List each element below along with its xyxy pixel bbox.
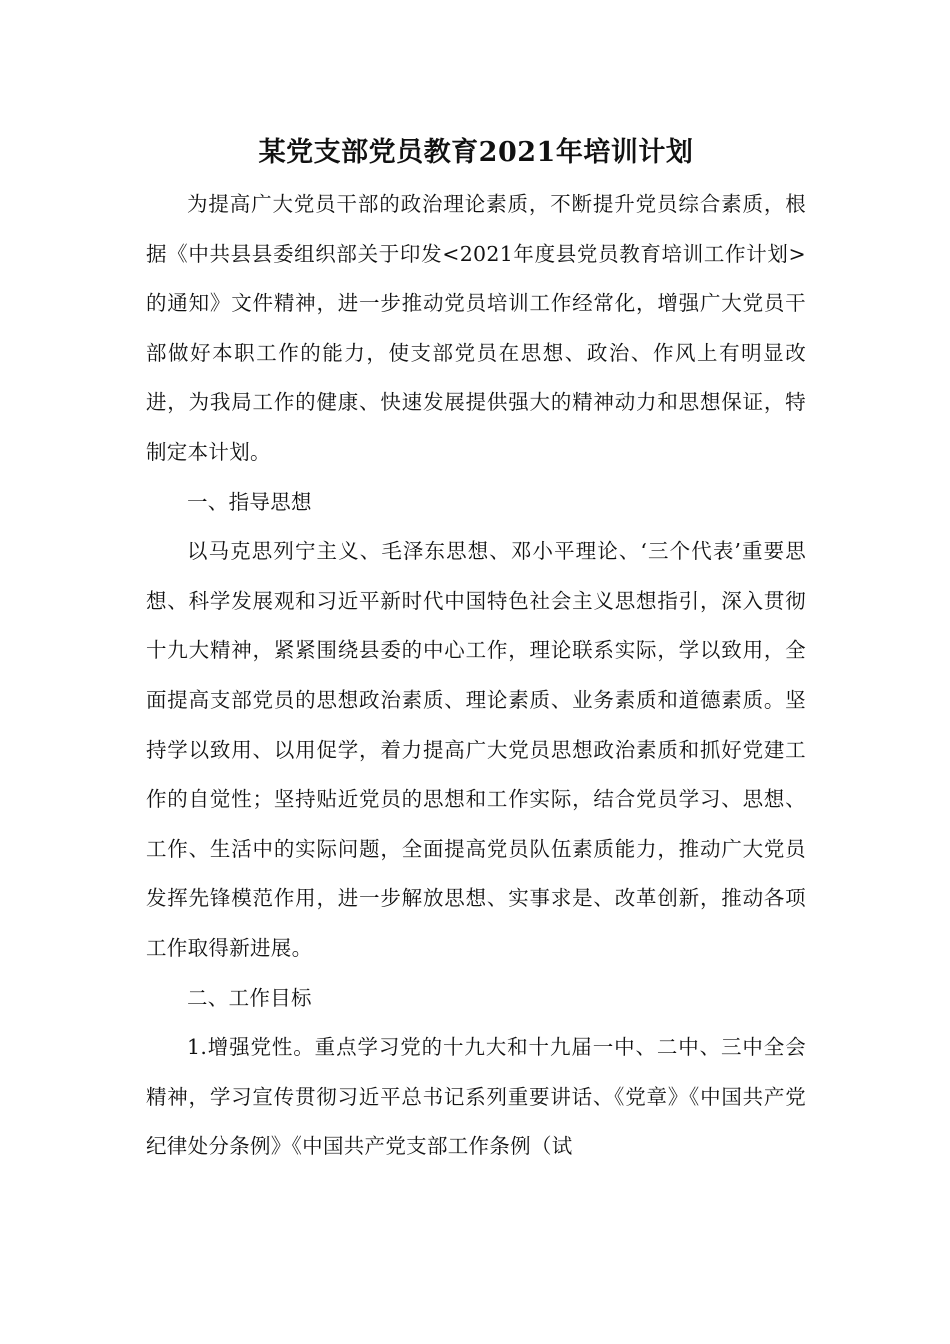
work-goal-item-1: 1.增强党性。重点学习党的十九大和十九届一中、二中、三中全会精神，学习宣传贯彻习近平总书记系列重要讲话、《党章》《中国共产党纪律处分条例》《中国共产党支部工作条例（试 [146, 1035, 806, 1159]
guiding-ideology-paragraph: 以马克思列宁主义、毛泽东思想、邓小平理论、‘三个代表’重要思想、科学发展观和习近平新时代中国特色社会主义思想指引，深入贯彻十九大精神，紧紧围绕县委的中心工作，理论联系实际，学以致用，全面提高支部党员的思想政治素质、理论素质、业务素质和道德素质。坚持学以致用、以用促学，着力提高广大党员思想政治素质和抓好党建工作的自觉性；坚持贴近党员的思想和工作实际，结合党员学习、思想、工作、生活中的实际问题，全面提高党员队伍素质能力，推动广大党员发挥先锋模范作用，进一步解放思想、实事求是、改革创新，推动各项工作取得新进展。 [146, 539, 806, 960]
section-heading-work-goals: 二、工作目标 [187, 985, 312, 1010]
intro-paragraph: 为提高广大党员干部的政治理论素质，不断提升党员综合素质，根据《中共县县委组织部关于印发<2021年度县党员教育培训工作计划>的通知》文件精神，进一步推动党员培训工作经常化，增强广大党员干部做好本职工作的能力，使支部党员在思想、政治、作风上有明显改进，为我局工作的健康、快速发展提供强大的精神动力和思想保证，特制定本计划。 [146, 192, 806, 464]
section-heading-guiding-ideology: 一、指导思想 [187, 489, 312, 514]
document-title: 某党支部党员教育2021年培训计划 [258, 137, 694, 168]
document-page [146, 128, 806, 1172]
